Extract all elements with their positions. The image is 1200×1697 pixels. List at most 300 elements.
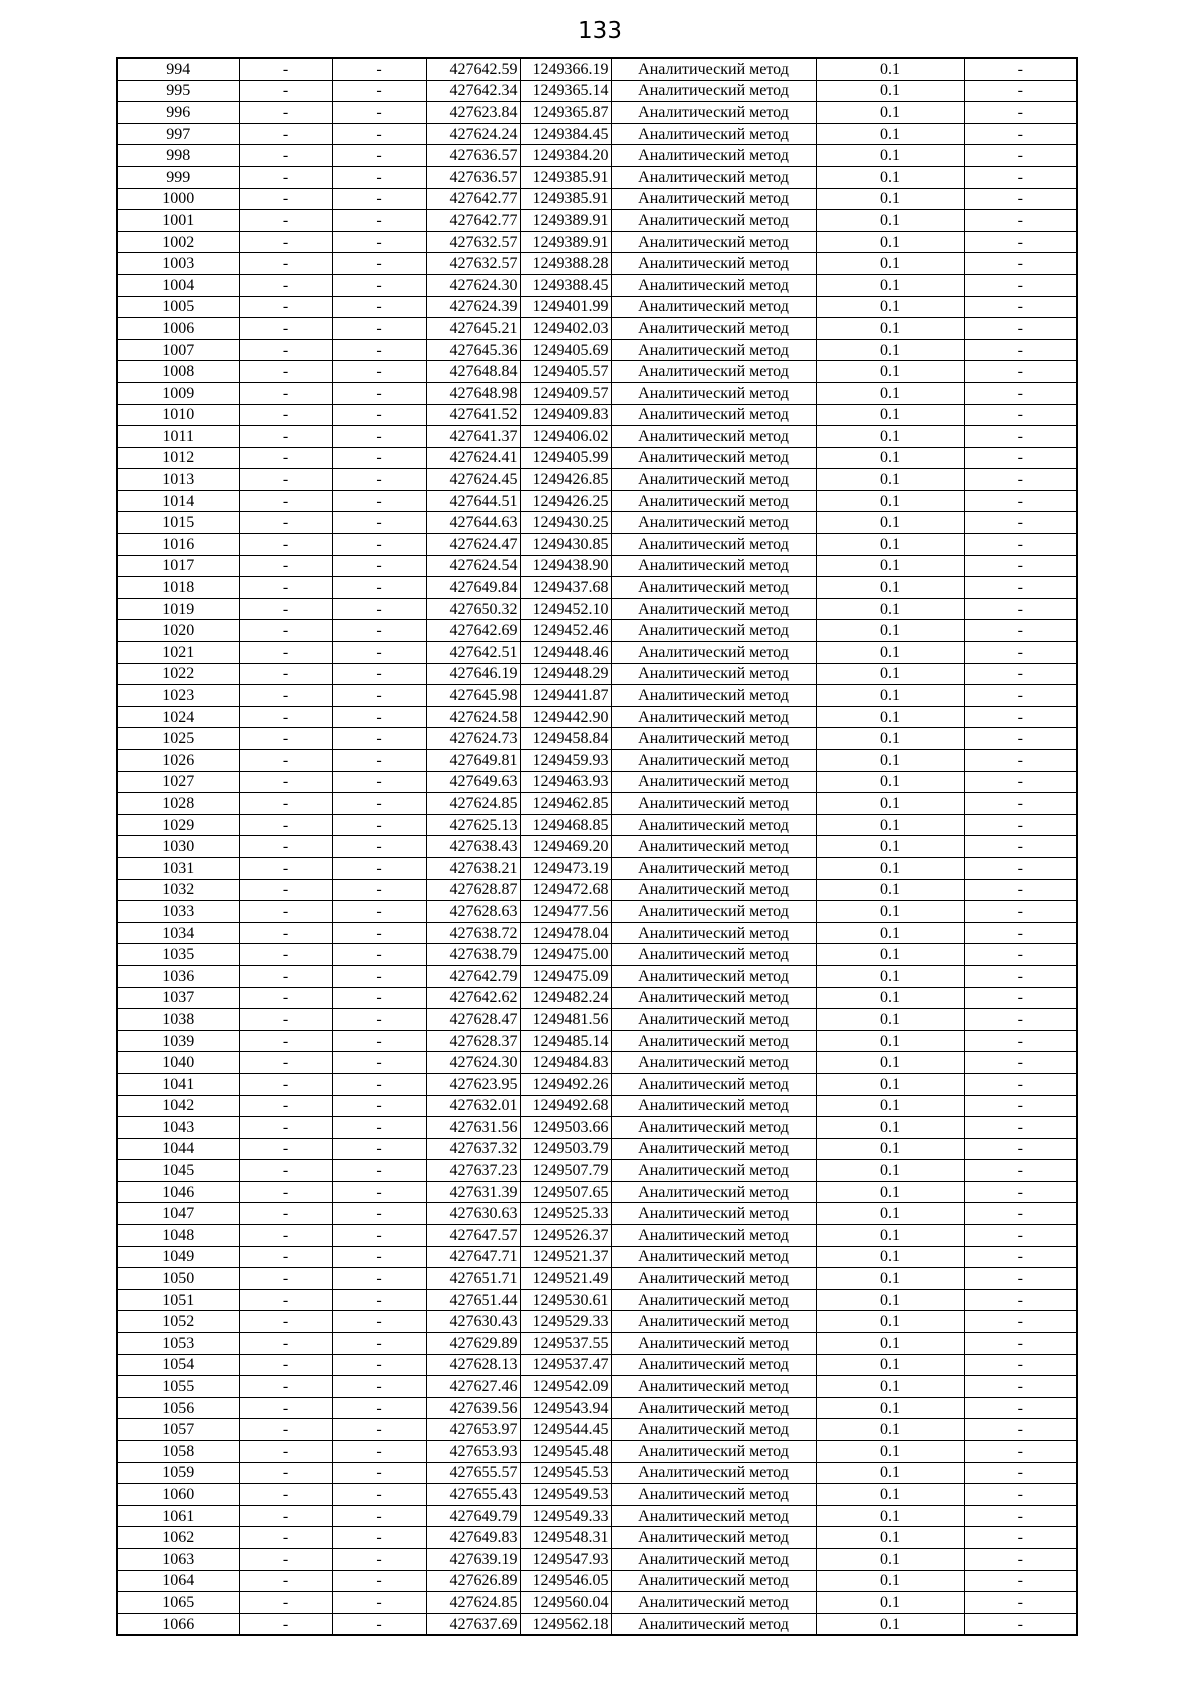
table-row xyxy=(117,210,1077,232)
x-coordinate-cell: 427628.47 xyxy=(426,1009,520,1031)
accuracy-cell: 0.1 xyxy=(816,1095,964,1117)
point-number-cell: 1009 xyxy=(117,382,239,404)
x-coordinate-cell: 427644.51 xyxy=(426,490,520,512)
y-coordinate-cell: 1249529.33 xyxy=(520,1311,611,1333)
dash-cell: - xyxy=(332,166,426,188)
y-coordinate-cell: 1249366.19 xyxy=(520,58,611,80)
point-number-cell: 1035 xyxy=(117,944,239,966)
table-row xyxy=(117,447,1077,469)
y-coordinate-cell: 1249543.94 xyxy=(520,1397,611,1419)
point-number-cell: 1028 xyxy=(117,793,239,815)
dash-cell: - xyxy=(239,534,332,556)
y-coordinate-cell: 1249405.57 xyxy=(520,361,611,383)
method-cell: Аналитический метод xyxy=(611,1548,816,1570)
dash-cell: - xyxy=(964,620,1077,642)
method-cell: Аналитический метод xyxy=(611,58,816,80)
accuracy-cell: 0.1 xyxy=(816,210,964,232)
dash-cell: - xyxy=(332,706,426,728)
point-number-cell: 1045 xyxy=(117,1160,239,1182)
x-coordinate-cell: 427624.30 xyxy=(426,1052,520,1074)
table-row xyxy=(117,534,1077,556)
dash-cell: - xyxy=(332,1592,426,1614)
y-coordinate-cell: 1249560.04 xyxy=(520,1592,611,1614)
dash-cell: - xyxy=(964,879,1077,901)
dash-cell: - xyxy=(239,512,332,534)
x-coordinate-cell: 427628.37 xyxy=(426,1030,520,1052)
point-number-cell: 1050 xyxy=(117,1268,239,1290)
table-row xyxy=(117,296,1077,318)
y-coordinate-cell: 1249537.55 xyxy=(520,1333,611,1355)
point-number-cell: 1064 xyxy=(117,1570,239,1592)
table-row xyxy=(117,598,1077,620)
point-number-cell: 999 xyxy=(117,166,239,188)
point-number-cell: 1002 xyxy=(117,231,239,253)
accuracy-cell: 0.1 xyxy=(816,1462,964,1484)
dash-cell: - xyxy=(239,663,332,685)
method-cell: Аналитический метод xyxy=(611,1397,816,1419)
dash-cell: - xyxy=(239,1203,332,1225)
dash-cell: - xyxy=(964,166,1077,188)
dash-cell: - xyxy=(332,1570,426,1592)
dash-cell: - xyxy=(964,1138,1077,1160)
dash-cell: - xyxy=(964,102,1077,124)
y-coordinate-cell: 1249385.91 xyxy=(520,188,611,210)
dash-cell: - xyxy=(239,1419,332,1441)
table-row xyxy=(117,1419,1077,1441)
x-coordinate-cell: 427636.57 xyxy=(426,166,520,188)
accuracy-cell: 0.1 xyxy=(816,382,964,404)
dash-cell: - xyxy=(964,1160,1077,1182)
table-row xyxy=(117,577,1077,599)
y-coordinate-cell: 1249545.48 xyxy=(520,1441,611,1463)
dash-cell: - xyxy=(239,58,332,80)
dash-cell: - xyxy=(239,1592,332,1614)
point-number-cell: 1008 xyxy=(117,361,239,383)
x-coordinate-cell: 427649.84 xyxy=(426,577,520,599)
x-coordinate-cell: 427624.39 xyxy=(426,296,520,318)
accuracy-cell: 0.1 xyxy=(816,1203,964,1225)
dash-cell: - xyxy=(239,750,332,772)
x-coordinate-cell: 427632.01 xyxy=(426,1095,520,1117)
dash-cell: - xyxy=(964,922,1077,944)
accuracy-cell: 0.1 xyxy=(816,1160,964,1182)
x-coordinate-cell: 427653.97 xyxy=(426,1419,520,1441)
accuracy-cell: 0.1 xyxy=(816,231,964,253)
point-number-cell: 1033 xyxy=(117,901,239,923)
dash-cell: - xyxy=(239,1441,332,1463)
y-coordinate-cell: 1249401.99 xyxy=(520,296,611,318)
point-number-cell: 1011 xyxy=(117,426,239,448)
y-coordinate-cell: 1249430.25 xyxy=(520,512,611,534)
point-number-cell: 1062 xyxy=(117,1527,239,1549)
dash-cell: - xyxy=(239,642,332,664)
accuracy-cell: 0.1 xyxy=(816,620,964,642)
table-row xyxy=(117,102,1077,124)
accuracy-cell: 0.1 xyxy=(816,1268,964,1290)
x-coordinate-cell: 427637.32 xyxy=(426,1138,520,1160)
y-coordinate-cell: 1249542.09 xyxy=(520,1376,611,1398)
method-cell: Аналитический метод xyxy=(611,426,816,448)
accuracy-cell: 0.1 xyxy=(816,1527,964,1549)
dash-cell: - xyxy=(964,965,1077,987)
dash-cell: - xyxy=(964,1613,1077,1635)
table-row xyxy=(117,685,1077,707)
table-row xyxy=(117,857,1077,879)
method-cell: Аналитический метод xyxy=(611,1117,816,1139)
table-row xyxy=(117,1009,1077,1031)
point-number-cell: 1065 xyxy=(117,1592,239,1614)
accuracy-cell: 0.1 xyxy=(816,1246,964,1268)
dash-cell: - xyxy=(964,1311,1077,1333)
table-row xyxy=(117,965,1077,987)
accuracy-cell: 0.1 xyxy=(816,879,964,901)
method-cell: Аналитический метод xyxy=(611,1289,816,1311)
dash-cell: - xyxy=(964,1354,1077,1376)
method-cell: Аналитический метод xyxy=(611,1225,816,1247)
method-cell: Аналитический метод xyxy=(611,1181,816,1203)
x-coordinate-cell: 427642.77 xyxy=(426,188,520,210)
dash-cell: - xyxy=(239,944,332,966)
y-coordinate-cell: 1249549.53 xyxy=(520,1484,611,1506)
dash-cell: - xyxy=(332,944,426,966)
y-coordinate-cell: 1249475.00 xyxy=(520,944,611,966)
method-cell: Аналитический метод xyxy=(611,1376,816,1398)
dash-cell: - xyxy=(332,814,426,836)
dash-cell: - xyxy=(239,1095,332,1117)
point-number-cell: 1006 xyxy=(117,318,239,340)
table-row xyxy=(117,922,1077,944)
dash-cell: - xyxy=(332,1181,426,1203)
dash-cell: - xyxy=(964,339,1077,361)
method-cell: Аналитический метод xyxy=(611,793,816,815)
x-coordinate-cell: 427651.44 xyxy=(426,1289,520,1311)
y-coordinate-cell: 1249485.14 xyxy=(520,1030,611,1052)
method-cell: Аналитический метод xyxy=(611,469,816,491)
dash-cell: - xyxy=(332,879,426,901)
dash-cell: - xyxy=(332,490,426,512)
x-coordinate-cell: 427638.72 xyxy=(426,922,520,944)
accuracy-cell: 0.1 xyxy=(816,1311,964,1333)
dash-cell: - xyxy=(964,447,1077,469)
x-coordinate-cell: 427624.85 xyxy=(426,1592,520,1614)
dash-cell: - xyxy=(239,361,332,383)
dash-cell: - xyxy=(332,598,426,620)
table-row xyxy=(117,426,1077,448)
method-cell: Аналитический метод xyxy=(611,296,816,318)
point-number-cell: 1043 xyxy=(117,1117,239,1139)
point-number-cell: 1059 xyxy=(117,1462,239,1484)
point-number-cell: 1020 xyxy=(117,620,239,642)
point-number-cell: 1053 xyxy=(117,1333,239,1355)
y-coordinate-cell: 1249426.25 xyxy=(520,490,611,512)
point-number-cell: 1044 xyxy=(117,1138,239,1160)
dash-cell: - xyxy=(239,188,332,210)
table-row xyxy=(117,1117,1077,1139)
point-number-cell: 1004 xyxy=(117,274,239,296)
dash-cell: - xyxy=(964,1527,1077,1549)
accuracy-cell: 0.1 xyxy=(816,1592,964,1614)
accuracy-cell: 0.1 xyxy=(816,58,964,80)
dash-cell: - xyxy=(332,771,426,793)
method-cell: Аналитический метод xyxy=(611,1441,816,1463)
dash-cell: - xyxy=(964,490,1077,512)
method-cell: Аналитический метод xyxy=(611,685,816,707)
dash-cell: - xyxy=(239,1289,332,1311)
accuracy-cell: 0.1 xyxy=(816,512,964,534)
table-row xyxy=(117,1527,1077,1549)
dash-cell: - xyxy=(239,210,332,232)
y-coordinate-cell: 1249384.45 xyxy=(520,123,611,145)
table-row xyxy=(117,642,1077,664)
table-row xyxy=(117,1592,1077,1614)
dash-cell: - xyxy=(239,685,332,707)
table-row xyxy=(117,188,1077,210)
dash-cell: - xyxy=(332,1441,426,1463)
accuracy-cell: 0.1 xyxy=(816,577,964,599)
dash-cell: - xyxy=(964,318,1077,340)
accuracy-cell: 0.1 xyxy=(816,555,964,577)
table-row xyxy=(117,1505,1077,1527)
y-coordinate-cell: 1249544.45 xyxy=(520,1419,611,1441)
dash-cell: - xyxy=(332,1030,426,1052)
dash-cell: - xyxy=(332,857,426,879)
table-row xyxy=(117,728,1077,750)
method-cell: Аналитический метод xyxy=(611,1484,816,1506)
dash-cell: - xyxy=(239,555,332,577)
table-row xyxy=(117,253,1077,275)
accuracy-cell: 0.1 xyxy=(816,814,964,836)
point-number-cell: 1014 xyxy=(117,490,239,512)
dash-cell: - xyxy=(332,577,426,599)
table-row xyxy=(117,339,1077,361)
dash-cell: - xyxy=(964,1009,1077,1031)
method-cell: Аналитический метод xyxy=(611,382,816,404)
dash-cell: - xyxy=(964,901,1077,923)
dash-cell: - xyxy=(332,663,426,685)
x-coordinate-cell: 427642.77 xyxy=(426,210,520,232)
point-number-cell: 1003 xyxy=(117,253,239,275)
y-coordinate-cell: 1249473.19 xyxy=(520,857,611,879)
x-coordinate-cell: 427645.98 xyxy=(426,685,520,707)
table-row xyxy=(117,1052,1077,1074)
accuracy-cell: 0.1 xyxy=(816,598,964,620)
y-coordinate-cell: 1249469.20 xyxy=(520,836,611,858)
dash-cell: - xyxy=(964,1441,1077,1463)
table-row xyxy=(117,901,1077,923)
dash-cell: - xyxy=(332,922,426,944)
table-body xyxy=(117,58,1077,1635)
y-coordinate-cell: 1249405.99 xyxy=(520,447,611,469)
dash-cell: - xyxy=(332,1462,426,1484)
x-coordinate-cell: 427630.43 xyxy=(426,1311,520,1333)
point-number-cell: 1007 xyxy=(117,339,239,361)
y-coordinate-cell: 1249521.37 xyxy=(520,1246,611,1268)
x-coordinate-cell: 427638.43 xyxy=(426,836,520,858)
y-coordinate-cell: 1249507.65 xyxy=(520,1181,611,1203)
x-coordinate-cell: 427624.58 xyxy=(426,706,520,728)
dash-cell: - xyxy=(964,469,1077,491)
dash-cell: - xyxy=(239,814,332,836)
dash-cell: - xyxy=(332,965,426,987)
y-coordinate-cell: 1249409.57 xyxy=(520,382,611,404)
dash-cell: - xyxy=(332,318,426,340)
y-coordinate-cell: 1249365.87 xyxy=(520,102,611,124)
table-row xyxy=(117,145,1077,167)
dash-cell: - xyxy=(964,231,1077,253)
method-cell: Аналитический метод xyxy=(611,1311,816,1333)
point-number-cell: 1060 xyxy=(117,1484,239,1506)
accuracy-cell: 0.1 xyxy=(816,1397,964,1419)
accuracy-cell: 0.1 xyxy=(816,1548,964,1570)
table-row xyxy=(117,836,1077,858)
dash-cell: - xyxy=(964,1289,1077,1311)
dash-cell: - xyxy=(964,1505,1077,1527)
dash-cell: - xyxy=(239,166,332,188)
method-cell: Аналитический метод xyxy=(611,1246,816,1268)
x-coordinate-cell: 427644.63 xyxy=(426,512,520,534)
dash-cell: - xyxy=(332,426,426,448)
dash-cell: - xyxy=(964,1376,1077,1398)
x-coordinate-cell: 427646.19 xyxy=(426,663,520,685)
point-number-cell: 1052 xyxy=(117,1311,239,1333)
dash-cell: - xyxy=(239,1030,332,1052)
dash-cell: - xyxy=(239,577,332,599)
dash-cell: - xyxy=(332,80,426,102)
y-coordinate-cell: 1249547.93 xyxy=(520,1548,611,1570)
dash-cell: - xyxy=(239,922,332,944)
accuracy-cell: 0.1 xyxy=(816,1181,964,1203)
dash-cell: - xyxy=(332,274,426,296)
dash-cell: - xyxy=(332,382,426,404)
dash-cell: - xyxy=(964,771,1077,793)
dash-cell: - xyxy=(239,1462,332,1484)
dash-cell: - xyxy=(332,1354,426,1376)
y-coordinate-cell: 1249462.85 xyxy=(520,793,611,815)
accuracy-cell: 0.1 xyxy=(816,771,964,793)
method-cell: Аналитический метод xyxy=(611,706,816,728)
table-row xyxy=(117,361,1077,383)
accuracy-cell: 0.1 xyxy=(816,490,964,512)
point-number-cell: 1055 xyxy=(117,1376,239,1398)
y-coordinate-cell: 1249430.85 xyxy=(520,534,611,556)
accuracy-cell: 0.1 xyxy=(816,857,964,879)
x-coordinate-cell: 427631.39 xyxy=(426,1181,520,1203)
method-cell: Аналитический метод xyxy=(611,318,816,340)
method-cell: Аналитический метод xyxy=(611,1354,816,1376)
accuracy-cell: 0.1 xyxy=(816,145,964,167)
table-row xyxy=(117,620,1077,642)
method-cell: Аналитический метод xyxy=(611,102,816,124)
dash-cell: - xyxy=(332,836,426,858)
method-cell: Аналитический метод xyxy=(611,231,816,253)
dash-cell: - xyxy=(964,987,1077,1009)
dash-cell: - xyxy=(239,426,332,448)
dash-cell: - xyxy=(239,490,332,512)
x-coordinate-cell: 427647.71 xyxy=(426,1246,520,1268)
table-row xyxy=(117,469,1077,491)
point-number-cell: 1063 xyxy=(117,1548,239,1570)
y-coordinate-cell: 1249437.68 xyxy=(520,577,611,599)
y-coordinate-cell: 1249526.37 xyxy=(520,1225,611,1247)
dash-cell: - xyxy=(239,1570,332,1592)
dash-cell: - xyxy=(239,1484,332,1506)
dash-cell: - xyxy=(332,1052,426,1074)
point-number-cell: 1018 xyxy=(117,577,239,599)
dash-cell: - xyxy=(332,469,426,491)
table-row xyxy=(117,58,1077,80)
dash-cell: - xyxy=(964,210,1077,232)
table-row xyxy=(117,1246,1077,1268)
point-number-cell: 997 xyxy=(117,123,239,145)
point-number-cell: 1038 xyxy=(117,1009,239,1031)
point-number-cell: 1066 xyxy=(117,1613,239,1635)
point-number-cell: 1037 xyxy=(117,987,239,1009)
method-cell: Аналитический метод xyxy=(611,274,816,296)
dash-cell: - xyxy=(332,1095,426,1117)
point-number-cell: 1046 xyxy=(117,1181,239,1203)
method-cell: Аналитический метод xyxy=(611,922,816,944)
dash-cell: - xyxy=(332,1289,426,1311)
x-coordinate-cell: 427627.46 xyxy=(426,1376,520,1398)
dash-cell: - xyxy=(964,274,1077,296)
dash-cell: - xyxy=(964,555,1077,577)
dash-cell: - xyxy=(964,1268,1077,1290)
accuracy-cell: 0.1 xyxy=(816,1138,964,1160)
x-coordinate-cell: 427624.45 xyxy=(426,469,520,491)
accuracy-cell: 0.1 xyxy=(816,1052,964,1074)
dash-cell: - xyxy=(239,1181,332,1203)
dash-cell: - xyxy=(332,620,426,642)
accuracy-cell: 0.1 xyxy=(816,1117,964,1139)
dash-cell: - xyxy=(239,1527,332,1549)
dash-cell: - xyxy=(964,728,1077,750)
x-coordinate-cell: 427628.13 xyxy=(426,1354,520,1376)
dash-cell: - xyxy=(332,1203,426,1225)
method-cell: Аналитический метод xyxy=(611,447,816,469)
dash-cell: - xyxy=(332,1009,426,1031)
y-coordinate-cell: 1249503.66 xyxy=(520,1117,611,1139)
accuracy-cell: 0.1 xyxy=(816,836,964,858)
accuracy-cell: 0.1 xyxy=(816,1419,964,1441)
point-number-cell: 1024 xyxy=(117,706,239,728)
dash-cell: - xyxy=(964,1073,1077,1095)
point-number-cell: 1019 xyxy=(117,598,239,620)
table-row xyxy=(117,1441,1077,1463)
table-row xyxy=(117,166,1077,188)
dash-cell: - xyxy=(332,642,426,664)
dash-cell: - xyxy=(239,1160,332,1182)
dash-cell: - xyxy=(332,1268,426,1290)
dash-cell: - xyxy=(332,1419,426,1441)
y-coordinate-cell: 1249484.83 xyxy=(520,1052,611,1074)
dash-cell: - xyxy=(332,534,426,556)
method-cell: Аналитический метод xyxy=(611,1203,816,1225)
accuracy-cell: 0.1 xyxy=(816,642,964,664)
table-row xyxy=(117,1376,1077,1398)
accuracy-cell: 0.1 xyxy=(816,404,964,426)
accuracy-cell: 0.1 xyxy=(816,253,964,275)
method-cell: Аналитический метод xyxy=(611,490,816,512)
dash-cell: - xyxy=(239,1246,332,1268)
point-number-cell: 1047 xyxy=(117,1203,239,1225)
y-coordinate-cell: 1249521.49 xyxy=(520,1268,611,1290)
x-coordinate-cell: 427642.79 xyxy=(426,965,520,987)
dash-cell: - xyxy=(239,1397,332,1419)
method-cell: Аналитический метод xyxy=(611,80,816,102)
dash-cell: - xyxy=(964,814,1077,836)
table-row xyxy=(117,123,1077,145)
point-number-cell: 1029 xyxy=(117,814,239,836)
